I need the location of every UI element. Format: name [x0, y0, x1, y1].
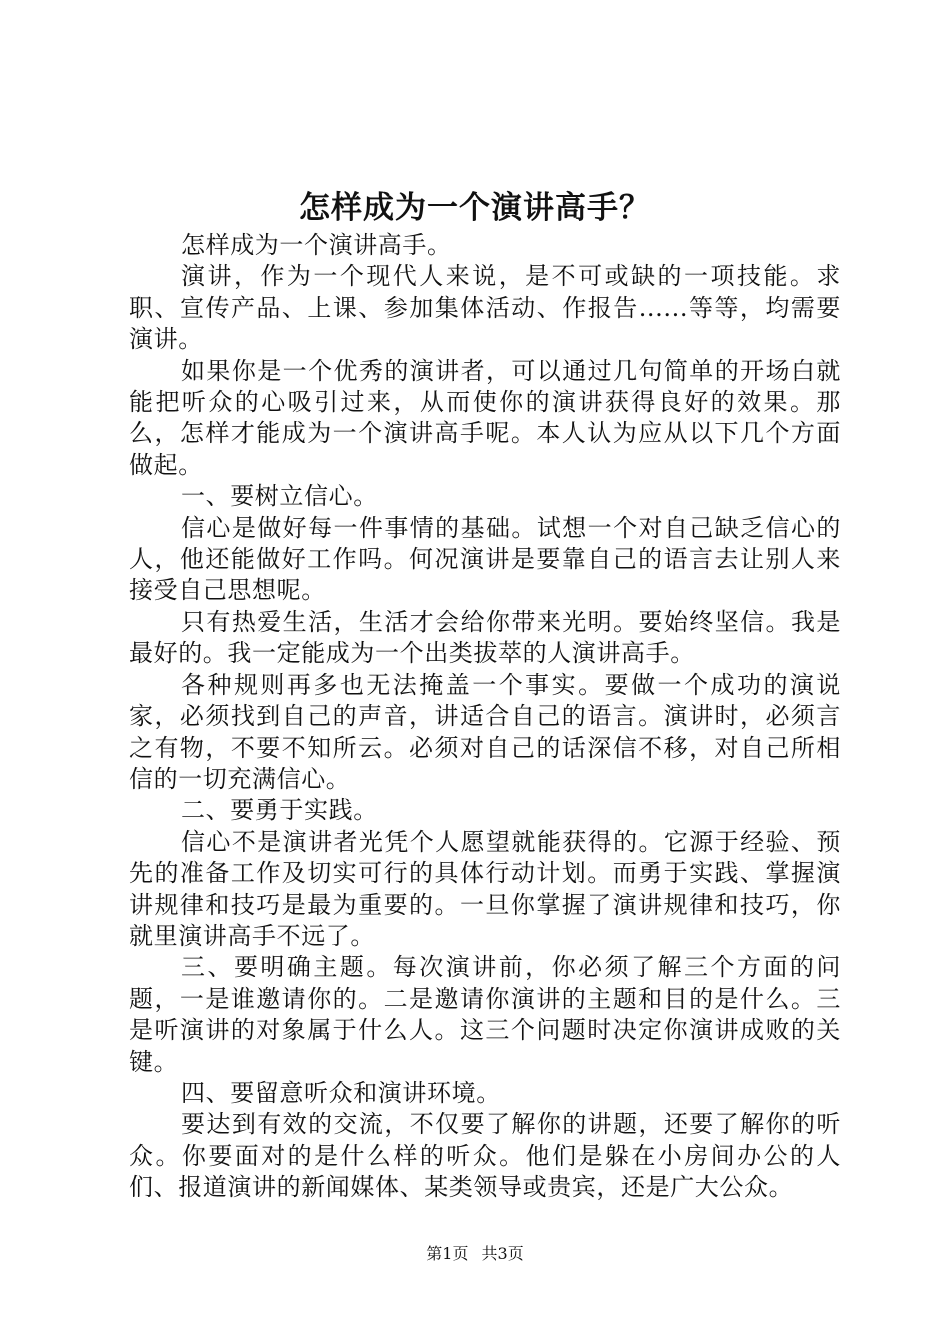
page-number: 第1页: [426, 1244, 469, 1263]
paragraph: 要达到有效的交流，不仅要了解你的讲题，还要了解你的听众。你要面对的是什么样的听众。他们是躲在小房间办公的人们、报道演讲的新闻媒体、某类领导或贵宾，还是广大公众。: [129, 1110, 841, 1202]
paragraph: 三、要明确主题。每次演讲前，你必须了解三个方面的问题，一是谁邀请你的。二是邀请你演讲的主题和目的是什么。三是听演讲的对象属于什么人。这三个问题时决定你演讲成败的关键。: [129, 953, 841, 1076]
paragraph: 演讲，作为一个现代人来说，是不可或缺的一项技能。求职、宣传产品、上课、参加集体活动、作报告......等等，均需要演讲。: [129, 262, 841, 354]
section-heading: 一、要树立信心。: [181, 482, 378, 511]
paragraph: 各种规则再多也无法掩盖一个事实。要做一个成功的演说家，必须找到自己的声音，讲适合自己的语言。演讲时，必须言之有物，不要不知所云。必须对自己的话深信不移，对自己所相信的一切充满信心。: [129, 670, 841, 793]
page-footer: [0, 1243, 950, 1265]
document-title: 怎样成为一个演讲高手？: [299, 190, 651, 226]
document-body: [129, 230, 841, 1204]
page-total: 共3页: [481, 1244, 524, 1263]
section-heading: 四、要留意听众和演讲环境。: [181, 1078, 501, 1107]
section-heading: 二、要勇于实践。: [181, 796, 378, 825]
paragraph: 信心不是演讲者光凭个人愿望就能获得的。它源于经验、预先的准备工作及切实可行的具体行动计划。而勇于实践、掌握演讲规律和技巧是最为重要的。一旦你掌握了演讲规律和技巧，你就里演讲高手不远了。: [129, 827, 841, 950]
paragraph: 如果你是一个优秀的演讲者，可以通过几句简单的开场白就能把听众的心吸引过来，从而使你的演讲获得良好的效果。那么，怎样才能成为一个演讲高手呢。本人认为应从以下几个方面做起。: [129, 356, 841, 479]
paragraph: 只有热爱生活，生活才会给你带来光明。要始终坚信。我是最好的。我一定能成为一个出类拔萃的人演讲高手。: [129, 607, 841, 668]
paragraph: 信心是做好每一件事情的基础。试想一个对自己缺乏信心的人，他还能做好工作吗。何况演讲是要靠自己的语言去让别人来接受自己思想呢。: [129, 513, 841, 605]
paragraph: 怎样成为一个演讲高手。: [181, 231, 452, 259]
